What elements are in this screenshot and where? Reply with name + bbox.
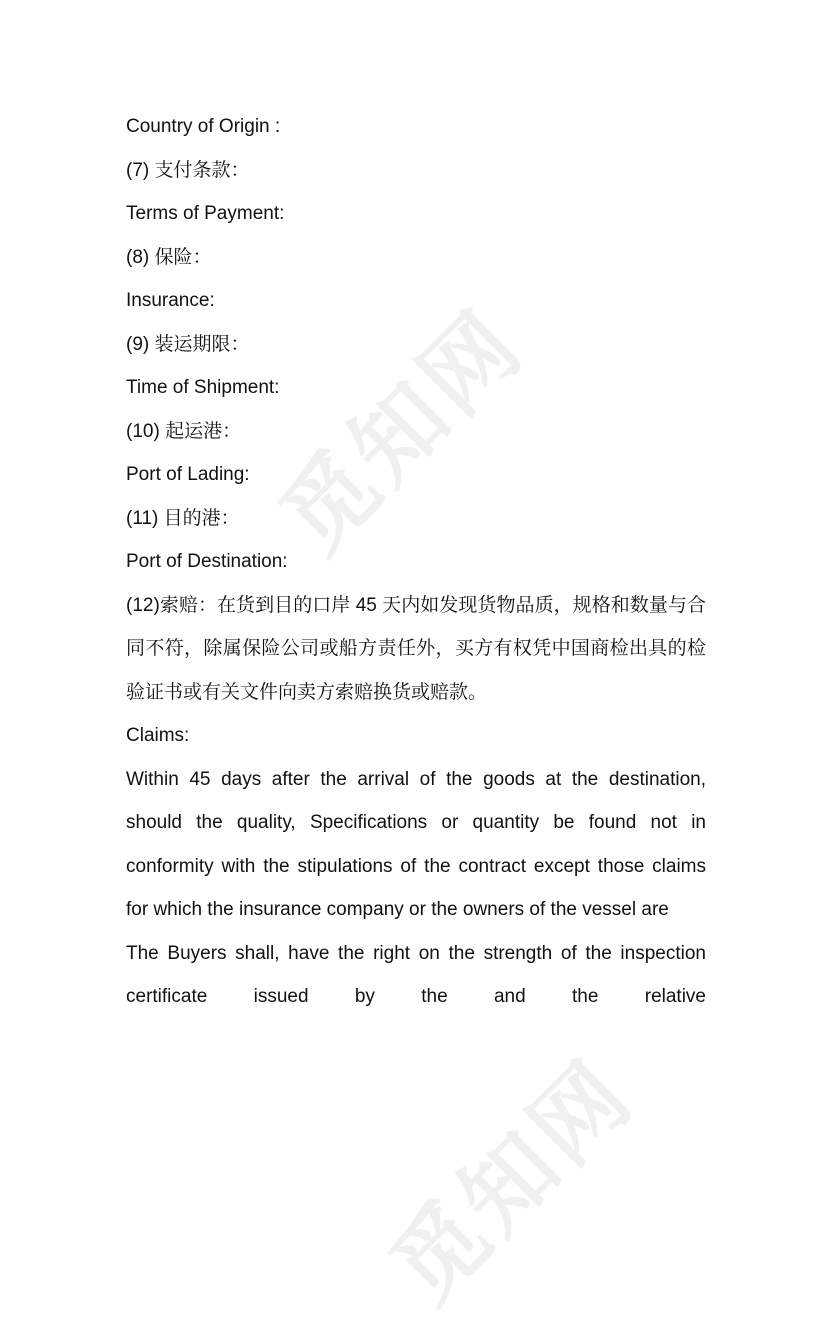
document-body bbox=[126, 105, 706, 1019]
watermark: 觅知网 bbox=[370, 1039, 655, 1324]
heading-destination-cn: (11) 目的港： bbox=[126, 507, 240, 529]
field-time-of-shipment: Time of Shipment: bbox=[126, 377, 280, 398]
heading-shipment-time-cn: (9) 装运期限： bbox=[126, 333, 250, 355]
field-country-of-origin: Country of Origin : bbox=[126, 116, 281, 137]
claims-clause-en-continued: The Buyers shall, have the right on the strength of the inspection certificate issued by the and the relative bbox=[126, 942, 706, 1007]
heading-insurance-cn: (8) 保险： bbox=[126, 246, 212, 268]
heading-payment-terms-cn: (7) 支付条款： bbox=[126, 159, 250, 181]
field-port-of-lading: Port of Lading: bbox=[126, 464, 250, 485]
field-insurance: Insurance: bbox=[126, 290, 215, 311]
field-port-of-destination: Port of Destination: bbox=[126, 551, 288, 572]
claims-clause-en: Within 45 days after the arrival of the goods at the destination, should the quality, Specifications or quantity be found not in conformity with the stipulations of the contract except those claims for which the insurance company or the owners of the vessel are bbox=[126, 768, 706, 920]
claims-clause-cn: (12)索赔：在货到目的口岸 45 天内如发现货物品质，规格和数量与合同不符，除属保险公司或船方责任外，买方有权凭中国商检出具的检验证书或有关文件向卖方索赔换货或赔款。 bbox=[126, 594, 706, 703]
heading-port-of-lading-cn: (10) 起运港： bbox=[126, 420, 242, 442]
claims-label: Claims: bbox=[126, 725, 190, 746]
watermark: 觅知网 bbox=[260, 289, 545, 574]
field-terms-of-payment: Terms of Payment: bbox=[126, 203, 285, 224]
